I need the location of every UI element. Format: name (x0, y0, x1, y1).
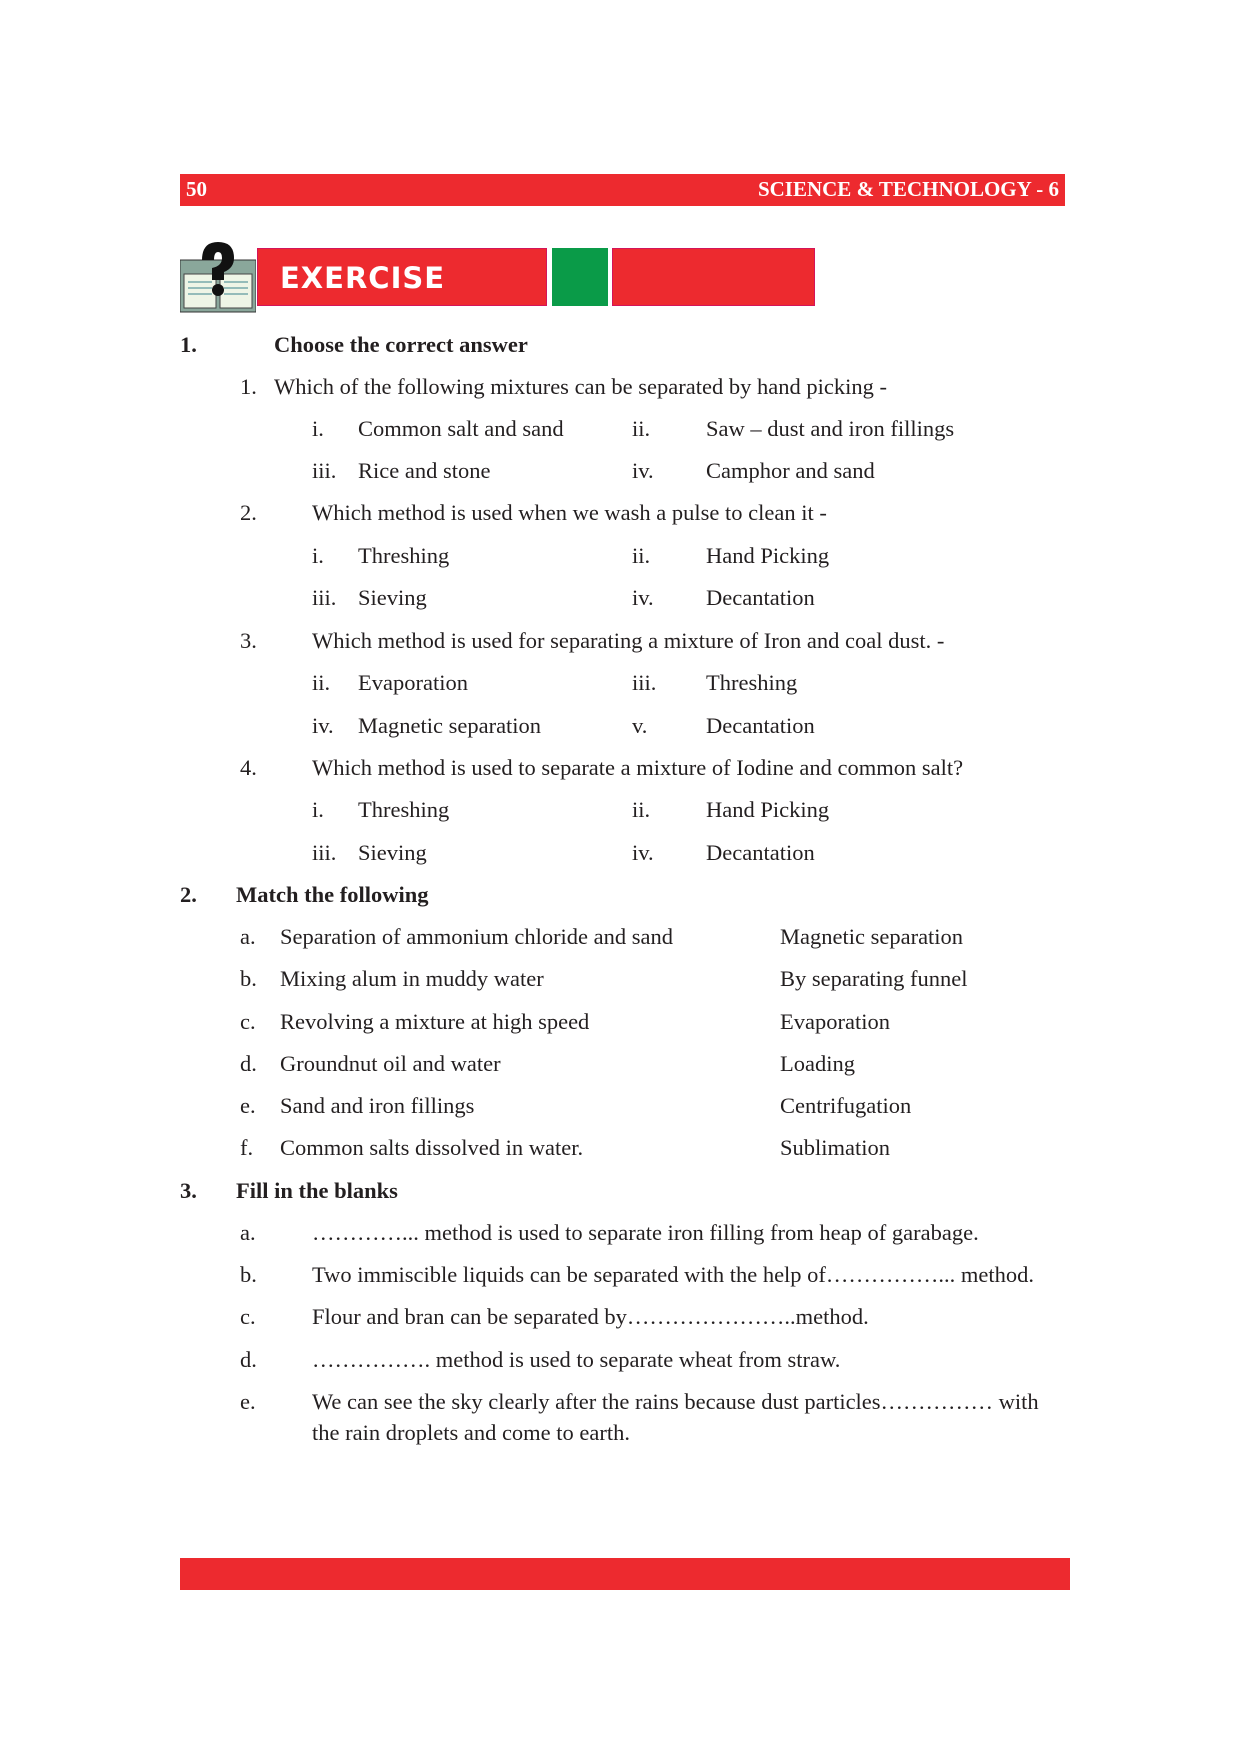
blank-label: e. (240, 1389, 256, 1414)
option-label: iv. (632, 458, 654, 483)
option-label: ii. (312, 670, 331, 695)
blank-text: …………... method is used to separate iron filling from heap of garabage. (312, 1220, 979, 1245)
section-heading: Choose the correct answer (274, 332, 528, 357)
option-label: iv. (632, 585, 654, 610)
banner-green-block (552, 248, 608, 306)
option-text: Camphor and sand (706, 458, 875, 483)
page-header-bar (180, 174, 1065, 206)
blank-text: We can see the sky clearly after the rains because dust particles…………… with (312, 1389, 1039, 1414)
option-label: v. (632, 713, 648, 738)
option-text: Sieving (358, 585, 427, 610)
section-heading: Match the following (236, 882, 429, 907)
option-label: i. (312, 543, 324, 568)
option-text: Sieving (358, 840, 427, 865)
question-number: 2. (240, 500, 257, 525)
match-left: Mixing alum in muddy water (280, 966, 544, 991)
option-label: ii. (632, 416, 651, 441)
section-number: 2. (180, 882, 197, 907)
match-label: d. (240, 1051, 257, 1076)
question-number: 3. (240, 628, 257, 653)
option-text: Decantation (706, 713, 815, 738)
option-text: Magnetic separation (358, 713, 542, 738)
option-text: Hand Picking (706, 797, 830, 822)
match-left: Sand and iron fillings (280, 1093, 475, 1118)
match-right: Magnetic separation (780, 924, 964, 949)
option-text: Rice and stone (358, 458, 491, 483)
blank-text-continued: the rain droplets and come to earth. (312, 1420, 631, 1445)
match-label: f. (240, 1135, 254, 1160)
match-right: Centrifugation (780, 1093, 912, 1118)
question-text: Which method is used for separating a mixture of Iron and coal dust. - (312, 628, 945, 653)
question-text: Which method is used when we wash a pulse to clean it - (312, 500, 827, 525)
option-text: Hand Picking (706, 543, 830, 568)
option-label: i. (312, 416, 324, 441)
option-text: Threshing (358, 543, 450, 568)
option-text: Saw – dust and iron fillings (706, 416, 955, 441)
option-text: Evaporation (358, 670, 468, 695)
banner-red-block (612, 248, 815, 306)
blank-label: c. (240, 1304, 256, 1329)
blank-label: b. (240, 1262, 257, 1287)
question-number: 4. (240, 755, 257, 780)
match-right: Sublimation (780, 1135, 891, 1160)
section-number: 3. (180, 1178, 197, 1203)
blank-text: ……………. method is used to separate wheat from straw. (312, 1347, 841, 1372)
option-label: iii. (632, 670, 657, 695)
blank-label: d. (240, 1347, 257, 1372)
section-heading: Fill in the blanks (236, 1178, 398, 1203)
option-label: iv. (312, 713, 334, 738)
option-text: Decantation (706, 585, 815, 610)
option-text: Common salt and sand (358, 416, 564, 441)
match-label: a. (240, 924, 256, 949)
option-text: Threshing (706, 670, 798, 695)
question-number: 1. (240, 374, 257, 399)
option-label: iii. (312, 585, 337, 610)
option-label: iii. (312, 840, 337, 865)
match-right: Evaporation (780, 1009, 890, 1034)
exercise-title: EXERCISE (280, 261, 446, 295)
option-label: iii. (312, 458, 337, 483)
match-right: By separating funnel (780, 966, 968, 991)
match-left: Separation of ammonium chloride and sand (280, 924, 674, 949)
blank-text: Flour and bran can be separated by…………………..method. (312, 1304, 869, 1329)
option-label: ii. (632, 797, 651, 822)
exercise-banner (257, 248, 547, 306)
section-number: 1. (180, 332, 197, 357)
match-left: Groundnut oil and water (280, 1051, 501, 1076)
match-left: Revolving a mixture at high speed (280, 1009, 590, 1034)
question-text: Which method is used to separate a mixture of Iodine and common salt? (312, 755, 964, 780)
blank-text: Two immiscible liquids can be separated with the help of……………... method. (312, 1262, 1035, 1287)
question-text: Which of the following mixtures can be separated by hand picking - (274, 374, 887, 399)
match-label: e. (240, 1093, 256, 1118)
option-label: i. (312, 797, 324, 822)
option-label: iv. (632, 840, 654, 865)
blank-label: a. (240, 1220, 256, 1245)
question-reader-icon (180, 240, 256, 314)
page-footer-bar (180, 1558, 1070, 1590)
match-label: c. (240, 1009, 256, 1034)
match-left: Common salts dissolved in water. (280, 1135, 584, 1160)
option-label: ii. (632, 543, 651, 568)
match-label: b. (240, 966, 257, 991)
book-title: SCIENCE & TECHNOLOGY - 6 (757, 177, 1059, 201)
page-number: 50 (186, 177, 207, 201)
option-text: Decantation (706, 840, 815, 865)
option-text: Threshing (358, 797, 450, 822)
match-right: Loading (780, 1051, 855, 1076)
